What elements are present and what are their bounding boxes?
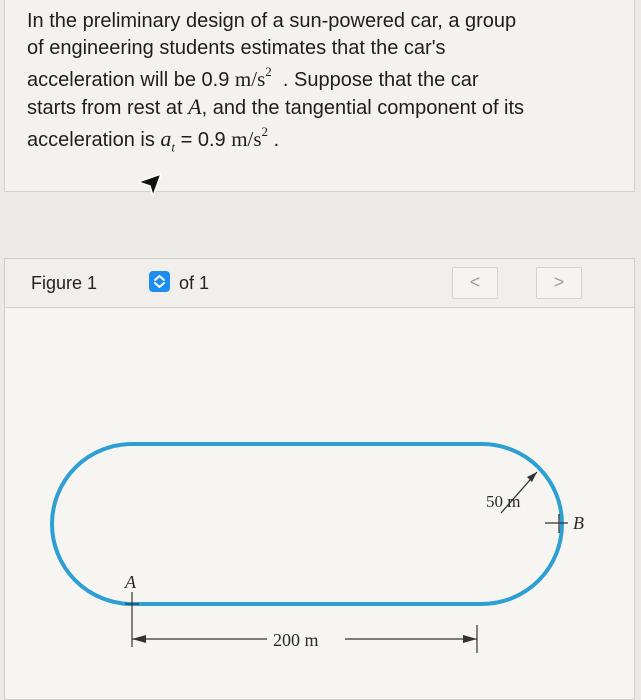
question-text <box>27 8 627 161</box>
chevron-right-icon: > <box>553 272 565 292</box>
question-panel <box>4 0 635 192</box>
dimension-arrow-right <box>463 635 477 643</box>
figure-toolbar <box>5 259 634 308</box>
dimension-arrow-left <box>132 635 146 643</box>
point-b-label: B <box>573 513 584 533</box>
unit-m-s2-2: $m/s^2$ <box>231 124 269 151</box>
figure-selector-icon[interactable] <box>149 271 170 292</box>
figure-panel <box>4 258 635 700</box>
question-line-5: acceleration is $a_t = 0.9$ $m/s^2$ . <box>27 124 280 155</box>
updown-chevron-icon <box>149 271 170 292</box>
chevron-left-icon: < <box>469 272 481 292</box>
unit-m-s2: $m/s^2$ <box>234 64 272 91</box>
radius-label: 50 m <box>486 492 521 511</box>
question-line-3: acceleration will be 0.9 $m/s^2$ . Suppose that the car <box>27 64 479 91</box>
at-symbol: $a_t$ <box>160 126 176 155</box>
mouse-cursor-icon <box>135 168 165 198</box>
question-line-2: of engineering students estimates that the car's <box>27 36 446 59</box>
figure-count: of 1 <box>179 273 210 293</box>
previous-figure-button[interactable] <box>452 267 498 299</box>
point-a-label: A <box>125 572 136 592</box>
length-label: 200 m <box>273 630 319 650</box>
question-line-1: In the preliminary design of a sun-powered car, a group <box>27 10 517 32</box>
point-a-symbol: A <box>188 93 202 119</box>
next-figure-button[interactable] <box>536 267 582 299</box>
question-line-4: starts from rest at A, and the tangential component of its <box>27 93 525 119</box>
figure-label: Figure 1 <box>31 273 98 293</box>
radius-arrowhead <box>527 472 537 482</box>
track-diagram <box>5 307 634 699</box>
